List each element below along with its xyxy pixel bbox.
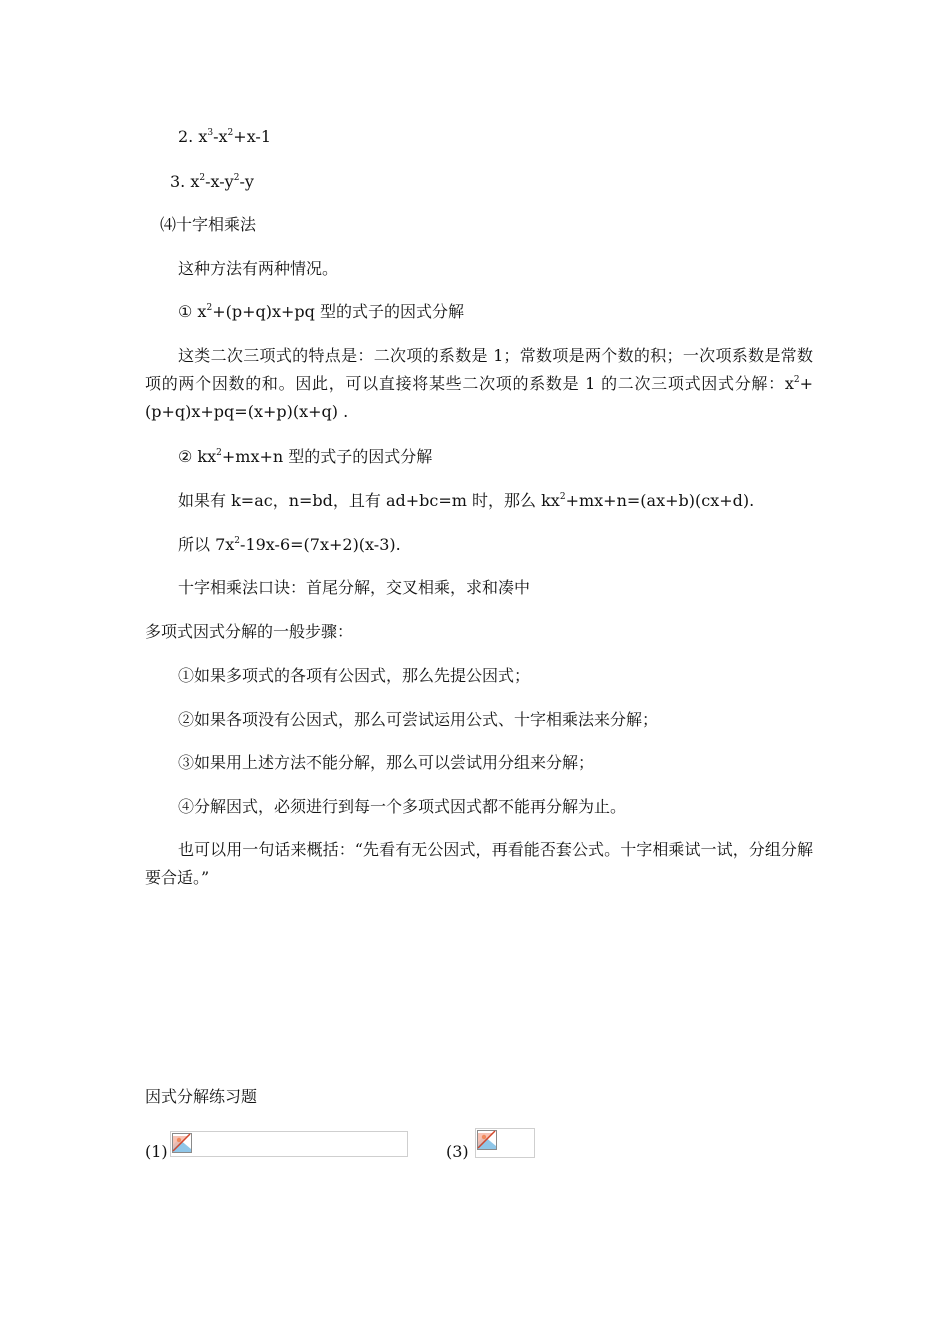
broken-image-icon (172, 1133, 192, 1153)
step-3: ③如果用上述方法不能分解，那么可以尝试用分组来分解； (178, 753, 595, 772)
case2-description: 如果有 k=ac，n=bd，且有 ad+bc=m 时，那么 $kx^2+mx+n=(ax+b)(cx+d)$. (178, 491, 755, 510)
step-2: ②如果各项没有公因式，那么可尝试运用公式、十字相乘法来分解； (178, 710, 659, 729)
broken-image-icon (477, 1130, 497, 1150)
exercise-item-1-image (170, 1131, 408, 1157)
intro-text: 这种方法有两种情况。 (178, 259, 339, 278)
exercises-title: 因式分解练习题 (145, 1087, 258, 1106)
exercise-3: 3. $x^2-x-y^2-y$ (170, 172, 254, 191)
summary-text: 也可以用一句话来概括：“先看有无公因式，再看能否套公式。十字相乘试一试，分组分解要合适。” (145, 840, 813, 887)
case1-description: 这类二次三项式的特点是：二次项的系数是 1；常数项是两个数的积；一次项系数是常数项的两个因数的和。因此，可以直接将某些二次项的系数是 1 的二次三项式因式分解：$x^2+(p+q)x+pq=(x+p)(x+q)$ . (145, 346, 813, 421)
case1-heading: ① $x^2+(p+q)x+pq$ 型的式子的因式分解 (178, 302, 464, 321)
exercise-item-3-image (475, 1128, 535, 1158)
exercise-item-3-label: (3) (446, 1142, 469, 1161)
step-1: ①如果多项式的各项有公因式，那么先提公因式； (178, 666, 531, 685)
steps-heading: 多项式因式分解的一般步骤： (145, 622, 354, 641)
exercise-2: 2. $x^3-x^2+x-1$ (178, 127, 272, 146)
section-heading-cross-multiplication: ⑷十字相乘法 (160, 215, 257, 234)
worked-example: 所以 $7x^2-19x-6=(7x+2)(x-3)$. (178, 535, 401, 554)
exercise-item-1-label: (1) (145, 1142, 168, 1161)
case2-heading: ② $kx^2+mx+n$ 型的式子的因式分解 (178, 447, 433, 466)
mnemonic: 十字相乘法口诀：首尾分解，交叉相乘，求和凑中 (178, 578, 531, 597)
step-4: ④分解因式，必须进行到每一个多项式因式都不能再分解为止。 (178, 797, 627, 816)
